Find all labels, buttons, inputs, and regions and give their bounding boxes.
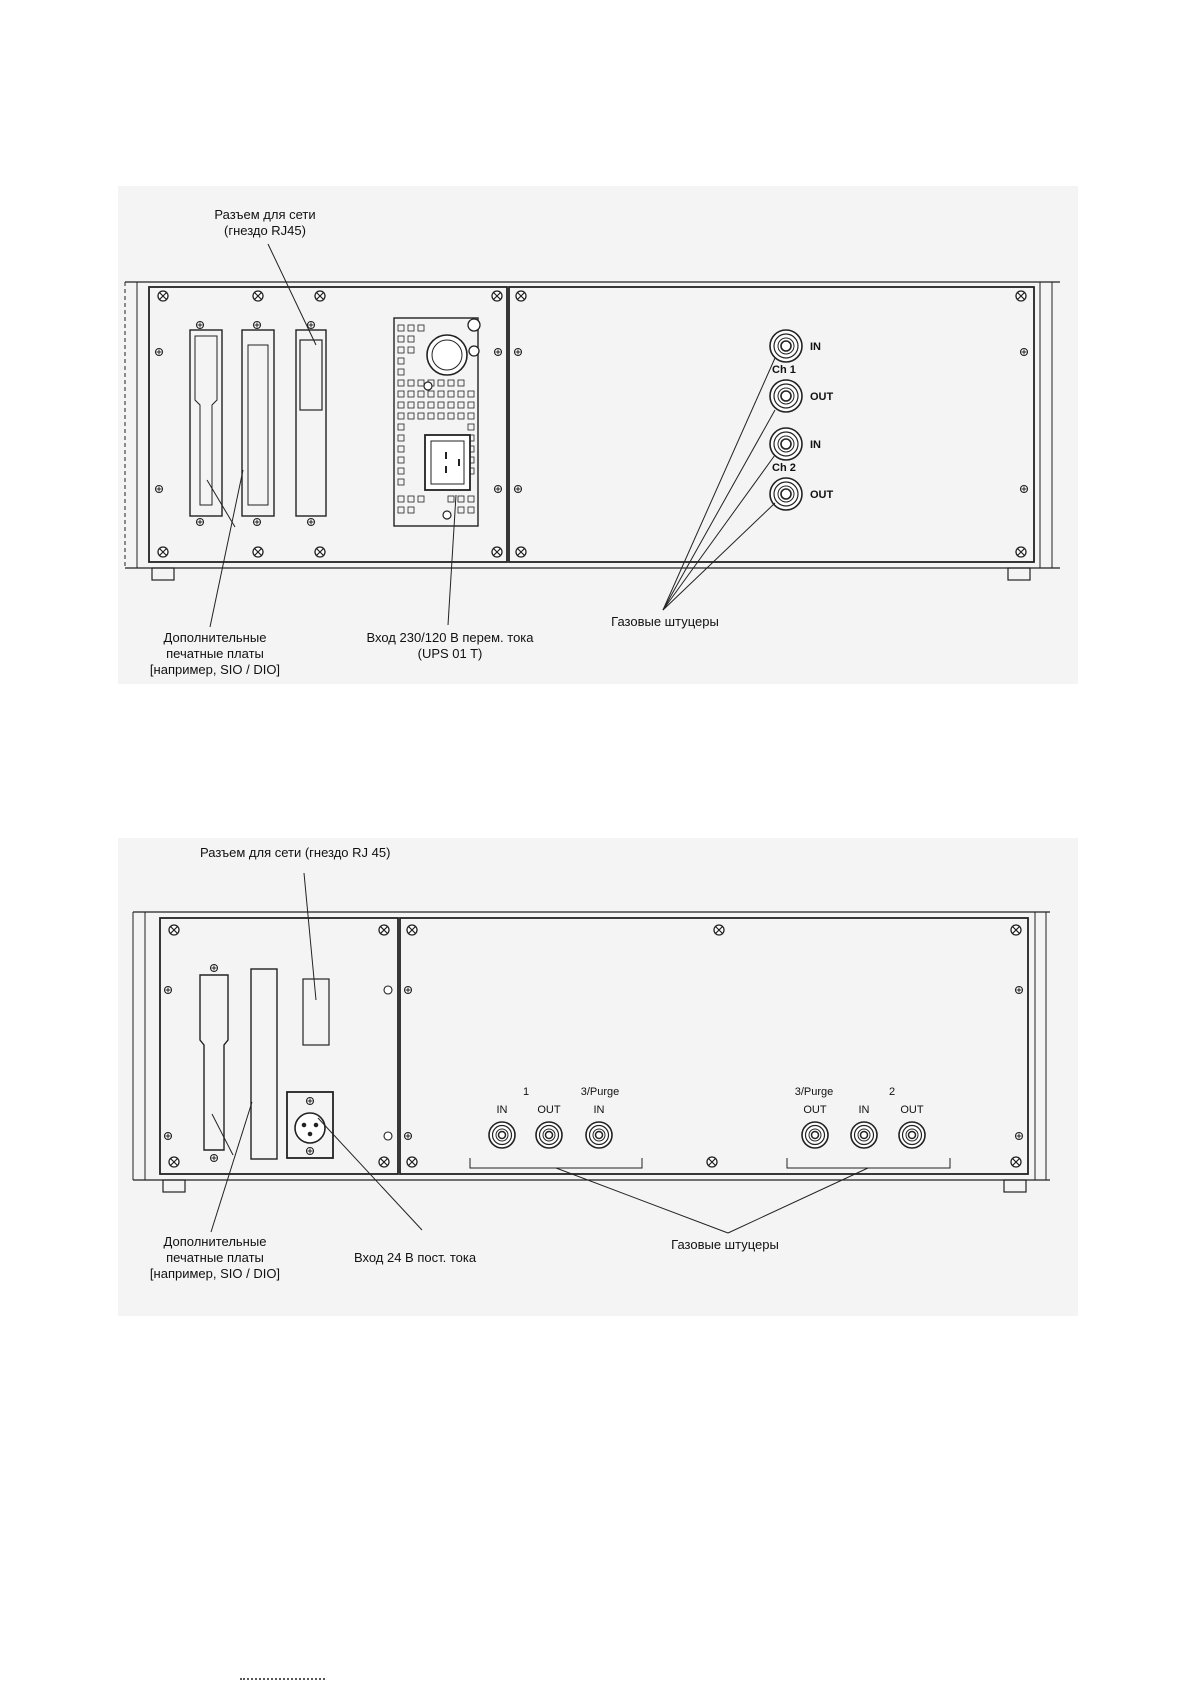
- diagram2-right-in: IN: [858, 1104, 870, 1116]
- diagram1-gas-fittings: [770, 330, 802, 510]
- extra-boards-line3: [например, SIO / DIO]: [149, 1266, 281, 1281]
- diagram2-leader-lines: [211, 873, 950, 1233]
- diagram2-group-left-purge: 3/Purge: [580, 1086, 620, 1098]
- diagram1-leader-lines: [207, 244, 775, 627]
- diagram1-channel-1: Ch 1: [772, 364, 796, 376]
- extra-boards-line3: [например, SIO / DIO]: [149, 662, 281, 677]
- diagram2-network-connector-label: Разъем для сети (гнездо RJ 45): [200, 845, 391, 860]
- diagram1-chassis: [125, 282, 1060, 580]
- diagram2-right-purge-out: OUT: [803, 1104, 827, 1116]
- power-input-line1: Вход 230/120 В перем. тока: [366, 630, 534, 645]
- page-edge-artifact: [240, 1678, 325, 1682]
- diagram1-screws: [156, 291, 1028, 557]
- diagram1-channel-2: Ch 2: [772, 462, 796, 474]
- diagram2-chassis: [133, 912, 1050, 1192]
- diagram2-group-right-2: 2: [888, 1086, 896, 1098]
- diagram2-right-out: OUT: [900, 1104, 924, 1116]
- diagram2-left-out: OUT: [537, 1104, 561, 1116]
- diagram2-left-purge-in: IN: [593, 1104, 605, 1116]
- diagram1-port-in-1: IN: [810, 341, 821, 353]
- diagram1-network-connector-label: [200, 207, 330, 239]
- diagram2-group-left-1: 1: [522, 1086, 530, 1098]
- diagram2-gas-fittings: [489, 1122, 925, 1148]
- diagram2-power-input: [287, 1092, 333, 1158]
- extra-boards-line2: печатные платы: [166, 646, 264, 661]
- diagram1-gas-fittings-label: Газовые штуцеры: [611, 614, 719, 629]
- network-connector-line2: (гнездо RJ45): [224, 223, 306, 238]
- extra-boards-line1: Дополнительные: [163, 630, 267, 645]
- extra-boards-line2: печатные платы: [166, 1250, 264, 1265]
- diagram2-group-right-purge: 3/Purge: [794, 1086, 834, 1098]
- diagram2-left-in: IN: [496, 1104, 508, 1116]
- power-input-line2: (UPS 01 T): [417, 646, 483, 661]
- diagram1-power-input-label: [350, 630, 550, 662]
- diagram1-port-out-1: OUT: [810, 391, 834, 403]
- diagram1-extra-boards-label: [140, 630, 290, 678]
- diagram1-power-supply: [394, 318, 480, 526]
- diagram2-gas-fittings-label: Газовые штуцеры: [671, 1237, 779, 1252]
- diagram1-port-in-2: IN: [810, 439, 821, 451]
- diagram1-port-out-2: OUT: [810, 489, 834, 501]
- extra-boards-line1: Дополнительные: [163, 1234, 267, 1249]
- diagram1-extra-board-slots: [190, 322, 326, 526]
- diagram2-power-input-label: Вход 24 В пост. тока: [353, 1250, 477, 1265]
- diagram2-extra-boards-label: [140, 1234, 290, 1282]
- network-connector-line1: Разъем для сети: [214, 207, 316, 222]
